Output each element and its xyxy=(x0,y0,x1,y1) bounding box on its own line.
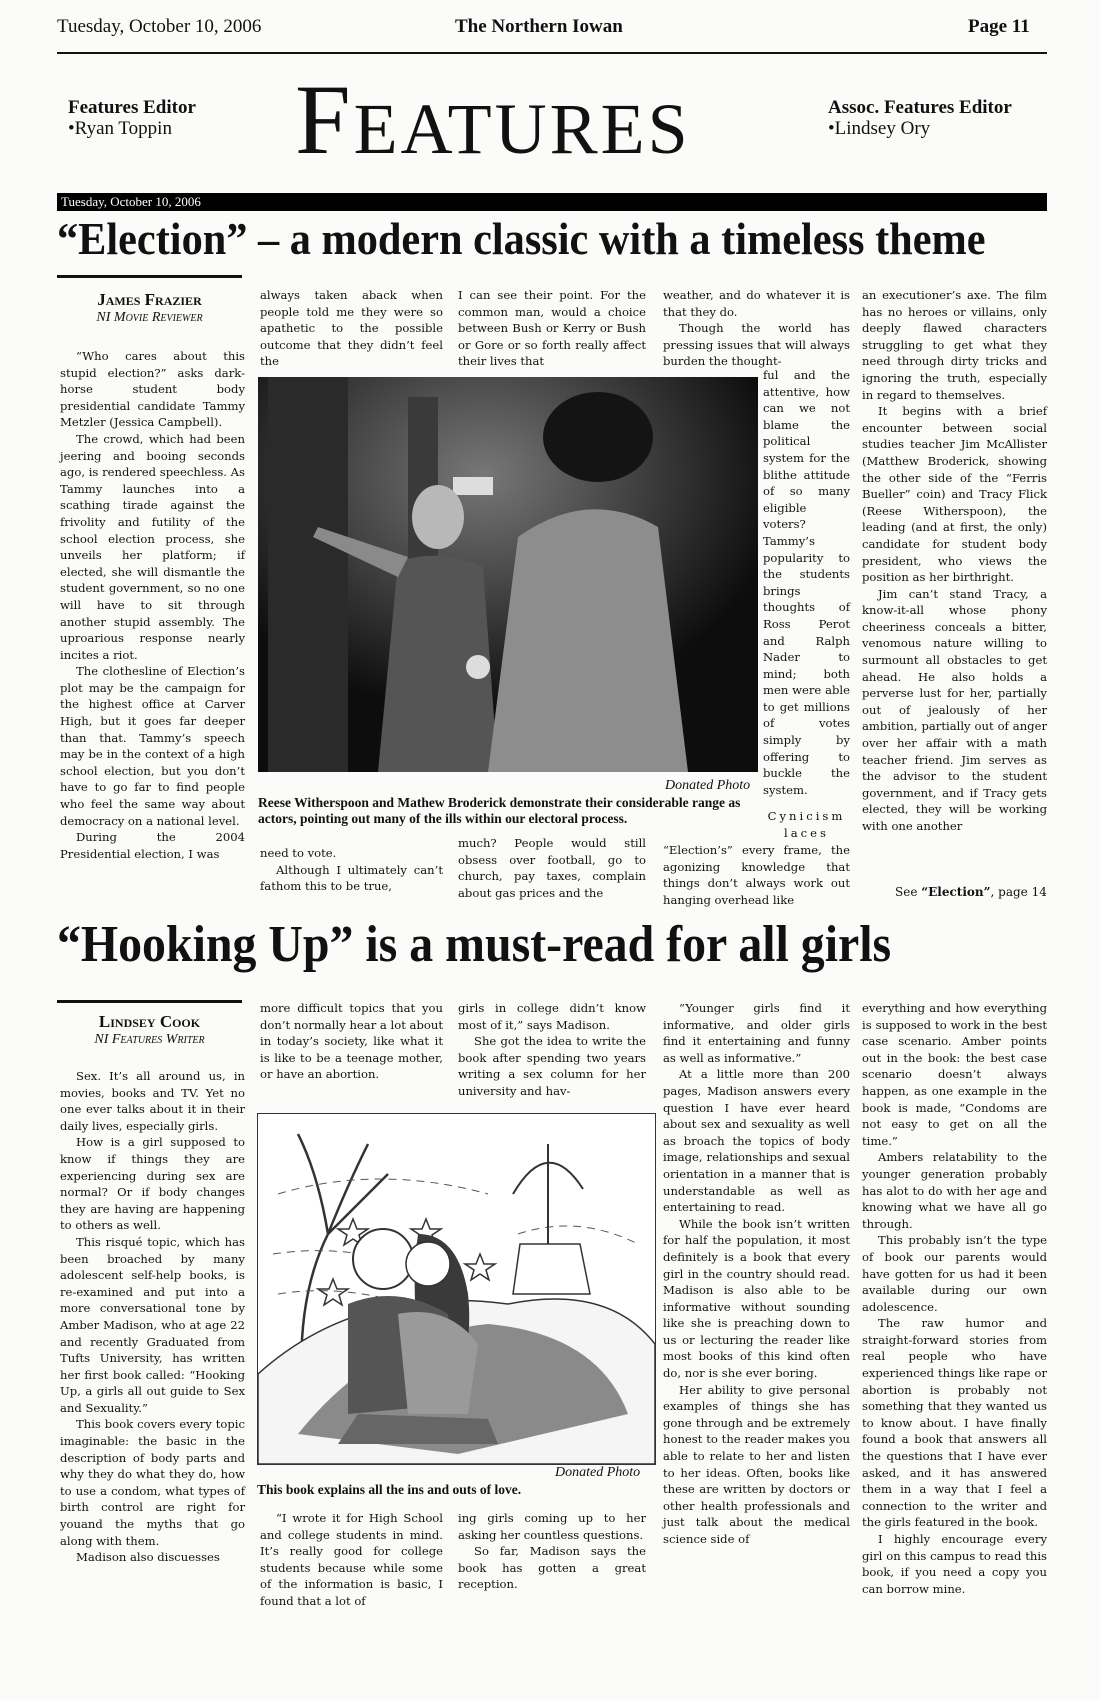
illustration-credit: Donated Photo xyxy=(555,1465,641,1480)
assoc-editor-name: •Lindsey Ory xyxy=(828,118,931,139)
article-election-col3-bottom: much? People would still obsess over football, go to church, pay taxes, complain about gas prices and the xyxy=(458,836,646,900)
byline-rule xyxy=(57,275,242,278)
article-election-col4-bottom: “Election’s” every frame, the agonizing knowledge that things don’t always work out hanging overhead like xyxy=(663,843,850,907)
article-election-col4-top: weather, and do whatever it is that they do. Though the world has pressing issues that will always burden the thought- xyxy=(663,288,850,369)
author-role: NI Features Writer xyxy=(94,1032,205,1047)
author-name: James Frazier xyxy=(97,290,202,309)
page-number: Page 11 xyxy=(968,16,1030,37)
author-name: Lindsey Cook xyxy=(98,1012,201,1031)
publication-name: The Northern Iowan xyxy=(455,16,623,37)
features-editor xyxy=(68,97,196,139)
article-hooking-up-col3-bottom: ing girls coming up to her asking her countless questions. So far, Madison says the book has gotten a great reception. xyxy=(458,1511,646,1592)
article-election-col4-wrap: ful and the attentive, how can we not blame the political system for the blithe attitude of so many eligible voters? Tammy’s popularity to the students brings thoughts of Ross Perot and Ralph Nader to mind; both men were able to get millions of votes simply by offering to buckle the system. xyxy=(763,368,850,797)
article-hooking-up-col2-top: more difficult topics that you don’t normally hear a lot about in today’s society, like what it is like to be a teenage mother, or have an abortion. xyxy=(260,1001,443,1082)
masthead-rule xyxy=(57,52,1047,54)
byline xyxy=(57,1012,242,1048)
byline xyxy=(57,290,242,326)
byline-rule xyxy=(57,1000,242,1003)
features-editor-name: •Ryan Toppin xyxy=(68,118,172,139)
photo-caption: Reese Witherspoon and Mathew Broderick demonstrate their considerable range as actors, pointing out many of the ills within our electoral process. xyxy=(258,795,741,826)
continued-link[interactable]: See “Election”, page 14 xyxy=(895,885,1047,899)
article-election-col1: “Who cares about this stupid election?” asks dark-horse student body presidential candidate Tammy Metzler (Jessica Campbell). The crowd, which had been jeering and booing seconds ago, is rendered speechless. As Tammy launches into a scathing tirade against the frivolity and futility of the school election process, she unveils her platform; if elected, she will dismantle the student government, so no one will have to sit through another stupid assembly. The uproarious response nearly incites a riot. The clothesline of Election’s plot may be the campaign for the highest office at Carver High, but it goes far deeper than that. Tammy’s speech may be in the context of a high school election, but you don’t have to go far to find people who feel the same way about democracy on a national level. During the 2004 Presidential election, I was xyxy=(60,349,245,861)
article-election-cynicism: Cynicism laces xyxy=(767,809,846,840)
article-hooking-up-col5: everything and how everything is supposed to work in the best case scenario. Amber points out in the book: the best case scenario doesn’t always happen, as one example in the book is made, “Condoms are not easy to get on all the time.” Ambers relatability to the younger generation probably has alot to do with her age and knowing what we have all go through. This probably isn’t the type of book our parents would have gotten for us had it been available during our own adolescence. The raw humor and straight-forward stories from real people who have experienced things like rape or abortion is probably not something that they wanted us to know about. I have finally found a book that answers all the questions that I have ever asked, and it has answered them in a way that I feel a connection to the writer and the girls featured in the book. I highly encourage every girl on this campus to read this book, if you need a copy you can borrow mine. xyxy=(862,1001,1047,1596)
issue-date: Tuesday, October 10, 2006 xyxy=(57,16,262,37)
photo-credit: Donated Photo xyxy=(665,778,751,793)
author-role: NI Movie Reviewer xyxy=(96,310,203,325)
article-election-col2-top: always taken aback when people told me they were so apathetic to the possible outcome that they didn’t feel the xyxy=(260,288,443,369)
article-hooking-up-col1: Sex. It’s all around us, in movies, books and TV. Yet no one ever talks about it in their daily lives, especially girls. How is a girl supposed to know if things they are experiencing during sex are normal? Or if body changes they are having are happening to others as well. This risqué topic, which has been broached by many adolescent self-help books, is re-examined and put into a more conversational tone by Amber Madison, who at age 22 and recently Graduated from Tufts University, has written her first book called: “Hooking Up, a girls all out guide to Sex and Sexuality.” This book covers every topic imaginable: the basic in the description of body parts and why they do what they do, how to use a condom, what types of birth control are right for youand the myths that go along with them. Madison also discuesses xyxy=(60,1069,245,1565)
couple-kissing-illustration xyxy=(258,1114,655,1464)
article-hooking-up-col4: “Younger girls find it informative, and older girls find it entertaining and funny as well as informative.” At a little more than 200 pages, Madison answers every question I have ever heard about sex and sexuality as well as broach the topics of body image, relationships and sexual orientation in a manner that is understandable as well as entertaining to read. While the book isn’t written for half the population, it most definitely is a book that every girl in the country should read. Madison is also able to be informative without sounding like she is preaching down to us or lecturing the reader like most books of this kind often do, nor is she ever boring. Her ability to give personal examples of things she has gone through and be extremely honest to the reader makes you able to relate to her and listen to her ideas. Often, books like these are written by doctors or other health professionals and just talk about the medical science side of xyxy=(663,1001,850,1546)
article-hooking-up-headline: “Hooking Up” is a must-read for all girls xyxy=(57,916,892,973)
features-editor-title: Features Editor xyxy=(68,97,196,118)
article-hooking-up-col3-top: girls in college didn’t know most of it,” says Madison. She got the idea to write the book after spending two years writing a sex column for her university and hav- xyxy=(458,1001,646,1098)
date-band: Tuesday, October 10, 2006 xyxy=(57,193,1047,211)
illustration-caption: This book explains all the ins and outs of love. xyxy=(257,1482,522,1497)
assoc-features-editor xyxy=(828,97,1012,139)
photo-image xyxy=(258,377,758,772)
article-election-col2-bottom: need to vote. Although I ultimately can’t fathom this to be true, xyxy=(260,846,443,894)
article-hooking-up-col2-bottom: “I wrote it for High School and college students in mind. It’s really good for college students because while some of the information is basic, I found that a lot of xyxy=(260,1511,443,1608)
article-election-col3-top: I can see their point. For the common man, would a choice between Bush or Kerry or Bush or Gore or so forth really affect their lives that xyxy=(458,288,646,369)
book-illustration xyxy=(257,1113,656,1465)
continued-target: “Election” xyxy=(921,885,991,899)
article-election-headline: “Election” – a modern classic with a timeless theme xyxy=(57,213,986,264)
assoc-editor-title: Assoc. Features Editor xyxy=(828,97,1012,118)
election-photo xyxy=(258,377,758,772)
article-election-col5: an executioner’s axe. The film has no heroes or villains, only deeply flawed characters struggling to get what they need through dirty tricks and ignoring the truth, especially in regard to themselves. It begins with a brief encounter between social studies teacher Jim McAllister (Matthew Broderick, showing the other side of the “Ferris Bueller” coin) and Tracy Flick (Reese Witherspoon), the leading (and at first, the only) candidate for student body president, who views the position as her birthright. Jim can’t stand Tracy, a know-it-all whose phony cheeriness conceals a bitter, venomous nature willing to surmount all obstacles to get ahead. He also holds a perverse lust for her, partially out of jealously of her ambition, partially out of anger over her affair with a math teacher friend. Jim serves as the advisor to the student government, and if Tracy gets elected, they will be working with one another xyxy=(862,288,1047,833)
section-title: FEATURES xyxy=(295,64,691,175)
